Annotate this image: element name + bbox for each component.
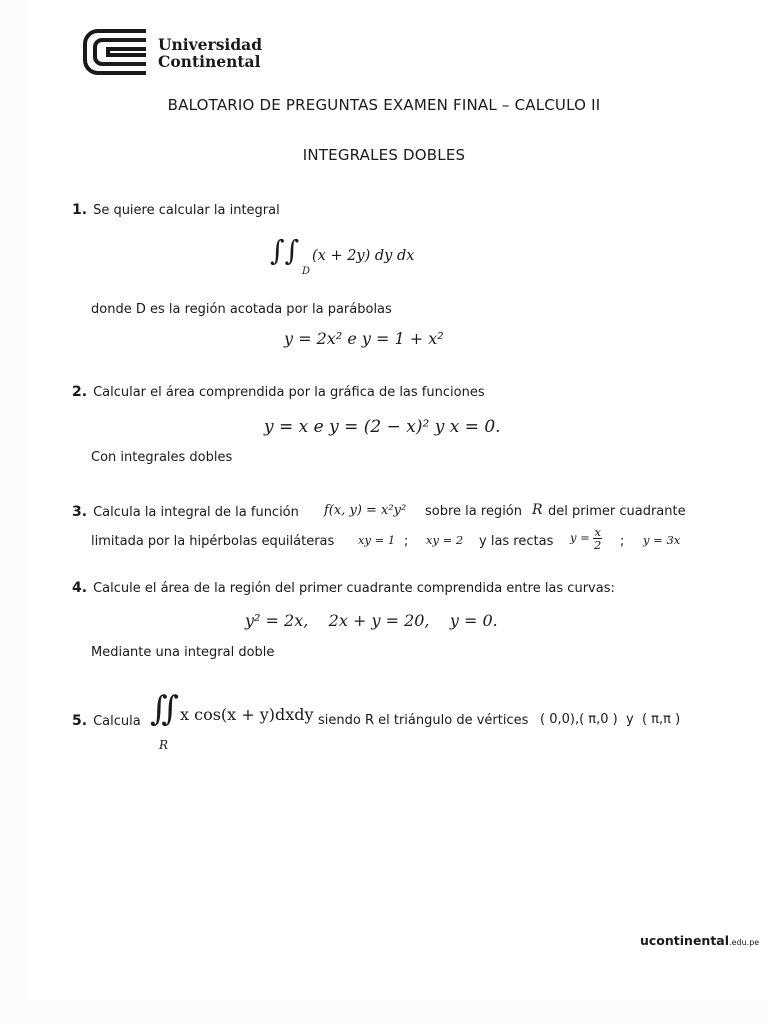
q2-equation: y = x e y = (2 − x)² y x = 0. <box>264 417 501 437</box>
footer-brand-name: ucontinental <box>640 933 730 948</box>
q3-text-c: del primer cuadrante <box>548 504 686 519</box>
question-number: 2. <box>72 384 88 400</box>
page-title: BALOTARIO DE PREGUNTAS EXAMEN FINAL – CALCULO II <box>167 96 601 114</box>
question-text: Se quiere calcular la integral <box>93 203 280 218</box>
q3-eq-2: xy = 2 <box>426 533 464 547</box>
question-5 <box>72 713 141 729</box>
double-integral-symbol: ∫∫ <box>270 234 300 267</box>
logo-line-1: Universidad <box>158 35 263 54</box>
footer-brand <box>640 933 759 948</box>
q3-eq-3 <box>570 526 602 551</box>
q3-eq-4: y = 3x <box>643 533 681 547</box>
section-title: INTEGRALES DOBLES <box>302 146 466 164</box>
q5-integrand: x cos(x + y)dxdy <box>180 705 314 724</box>
q3-text-b: sobre la región <box>425 504 522 519</box>
q3-line-2: limitada por la hipérbolas equiláteras <box>91 534 335 549</box>
question-3 <box>72 504 299 520</box>
q5-vertices: ( 0,0),( π,0 ) y ( π,π ) <box>540 712 681 727</box>
integrand: (x + 2y) dy dx <box>312 248 415 264</box>
q3-sep-2: ; <box>620 534 625 549</box>
q2-text-2: Con integrales dobles <box>91 450 233 465</box>
footer-domain: .edu.pe <box>729 938 760 947</box>
question-2 <box>72 384 485 400</box>
question-number: 4. <box>72 580 88 596</box>
q1-text-2: donde D es la región acotada por la parábolas <box>91 302 392 317</box>
question-number: 3. <box>72 504 88 520</box>
double-integral-symbol: ∬ <box>150 689 179 729</box>
question-4 <box>72 580 615 596</box>
university-logo-icon <box>82 28 148 76</box>
page-shadow-bottom <box>0 1000 768 1024</box>
q1-curves: y = 2x² e y = 1 + x² <box>284 329 444 348</box>
question-text: Calcula la integral de la función <box>93 505 299 520</box>
eq3-lhs: y = <box>570 530 590 545</box>
question-number: 1. <box>72 202 88 218</box>
q4-text-2: Mediante una integral doble <box>91 645 275 660</box>
q3-region: R <box>532 502 543 518</box>
integral-region: D <box>302 266 311 277</box>
q3-sep-1: ; <box>404 534 409 549</box>
q3-eq-1: xy = 1 <box>358 533 396 547</box>
question-number: 5. <box>72 713 88 729</box>
denominator: 2 <box>594 538 602 552</box>
q4-equation: y² = 2x, 2x + y = 20, y = 0. <box>245 611 498 630</box>
q5-text-b: siendo R el triángulo de vértices <box>318 713 529 728</box>
question-1 <box>72 202 280 218</box>
q3-function: f(x, y) = x²y² <box>324 503 407 518</box>
logo-line-2: Continental <box>158 52 261 71</box>
q3-text-d: y las rectas <box>479 534 554 549</box>
q5-region: R <box>159 738 169 752</box>
question-text: Calcular el área comprendida por la gráfica de las funciones <box>93 385 485 400</box>
fraction <box>593 526 602 551</box>
question-text: Calcule el área de la región del primer cuadrante comprendida entre las curvas: <box>93 581 615 596</box>
university-logo-text <box>158 36 262 70</box>
question-text: Calcula <box>93 714 141 729</box>
numerator: x <box>594 525 601 539</box>
